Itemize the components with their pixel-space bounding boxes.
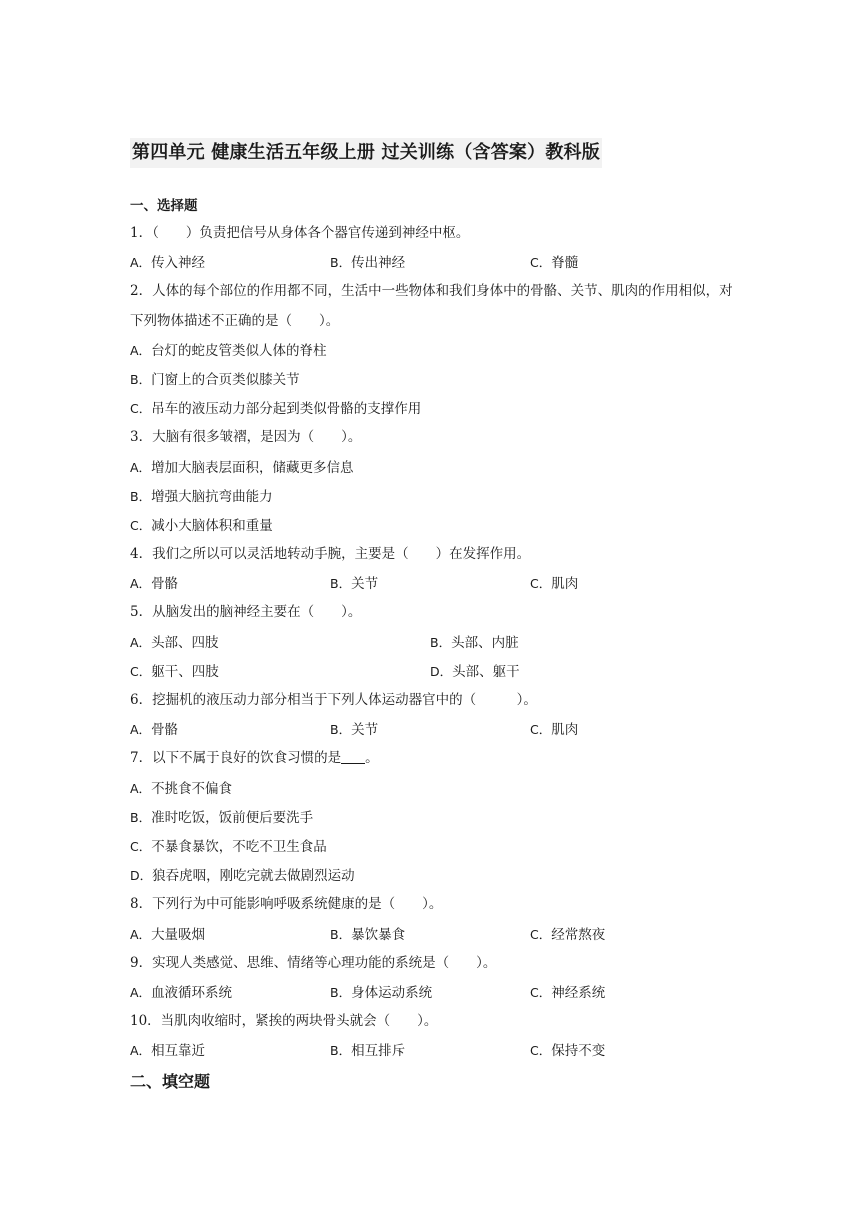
question-9 — [130, 949, 740, 1007]
question-stem: 1．（ ）负责把信号从身体各个器官传递到神经中枢。 — [130, 225, 470, 241]
section-heading-choice: 一、选择题 — [130, 198, 198, 214]
option-b: B．增强大脑抗弯曲能力 — [130, 488, 273, 505]
options-row — [130, 657, 740, 686]
option-c: C．保持不变 — [530, 1043, 606, 1060]
options-row — [130, 715, 740, 744]
answer-blank — [341, 749, 365, 764]
question-5 — [130, 598, 740, 686]
option-a: A．相互靠近 — [130, 1043, 206, 1060]
options-row — [130, 920, 740, 949]
section-heading-fill-blank: 二、填空题 — [130, 1072, 211, 1092]
option-a: A．台灯的蛇皮管类似人体的脊柱 — [130, 342, 327, 359]
question-stem: 5．从脑发出的脑神经主要在（ ）。 — [130, 604, 362, 621]
option-c: C．吊车的液压动力部分起到类似骨骼的支撑作用 — [130, 401, 422, 418]
option-b: B．相互排斥 — [330, 1043, 406, 1060]
question-stem: 2．人体的每个部位的作用都不同，生活中一些物体和我们身体中的骨骼、关节、肌肉的作用相似，对下列物体描述不正确的是（ ）。 — [130, 283, 733, 329]
option-c: C．减小大脑体积和重量 — [130, 517, 273, 534]
document-content — [130, 193, 740, 1097]
question-4 — [130, 540, 740, 598]
option-c: C．肌肉 — [530, 576, 579, 593]
question-stem: 10．当肌肉收缩时，紧挨的两块骨头就会（ ）。 — [130, 1013, 438, 1030]
question-stem: 3．大脑有很多皱褶，是因为（ ）。 — [130, 429, 362, 446]
option-d: D．狼吞虎咽，刚吃完就去做剧烈运动 — [130, 868, 355, 885]
option-b: B．身体运动系统 — [330, 984, 433, 1001]
option-a: A．增加大脑表层面积，储藏更多信息 — [130, 459, 354, 476]
question-2 — [130, 277, 740, 423]
option-c: C．经常熬夜 — [530, 926, 606, 943]
question-8 — [130, 890, 740, 948]
option-b: B．传出神经 — [330, 255, 406, 272]
question-1 — [130, 219, 740, 277]
option-a: A．骨骼 — [130, 576, 179, 593]
options-row — [130, 978, 740, 1007]
option-a: A．骨骼 — [130, 722, 179, 739]
option-b: B．门窗上的合页类似膝关节 — [130, 371, 300, 388]
option-b: B．暴饮暴食 — [330, 926, 406, 943]
question-stem: 9．实现人类感觉、思维、情绪等心理功能的系统是（ ）。 — [130, 954, 497, 971]
question-6 — [130, 686, 740, 744]
option-b: B．准时吃饭，饭前便后要洗手 — [130, 809, 314, 826]
option-c: C．不暴食暴饮，不吃不卫生食品 — [130, 838, 327, 855]
option-a: A．头部、四肢 — [130, 634, 219, 651]
option-a: A．大量吸烟 — [130, 926, 206, 943]
question-stem: 6．挖掘机的液压动力部分相当于下列人体运动器官中的（ ）。 — [130, 692, 537, 709]
option-b: B．关节 — [330, 722, 379, 739]
options-row — [130, 628, 740, 657]
question-stem: 4．我们之所以可以灵活地转动手腕，主要是（ ）在发挥作用。 — [130, 546, 531, 563]
option-c: C．脊髓 — [530, 255, 579, 272]
option-a: A．传入神经 — [130, 255, 206, 272]
question-7 — [130, 744, 740, 890]
option-a: A．血液循环系统 — [130, 984, 233, 1001]
options-row — [130, 248, 740, 277]
option-b: B．关节 — [330, 576, 379, 593]
options-row — [130, 569, 740, 598]
question-stem: 7．以下不属于良好的饮食习惯的是 。 — [130, 750, 379, 767]
option-c: C．神经系统 — [530, 984, 606, 1001]
question-3 — [130, 423, 740, 540]
option-a: A．不挑食不偏食 — [130, 780, 233, 797]
option-b: B．头部、内脏 — [430, 634, 519, 651]
option-c: C．躯干、四肢 — [130, 663, 219, 680]
option-d: D．头部、躯干 — [430, 663, 520, 680]
options-row — [130, 1036, 740, 1065]
document-title: 第四单元 健康生活五年级上册 过关训练（含答案）教科版 — [130, 138, 602, 168]
option-c: C．肌肉 — [530, 722, 579, 739]
question-10 — [130, 1007, 740, 1065]
question-stem: 8．下列行为中可能影响呼吸系统健康的是（ ）。 — [130, 896, 443, 913]
